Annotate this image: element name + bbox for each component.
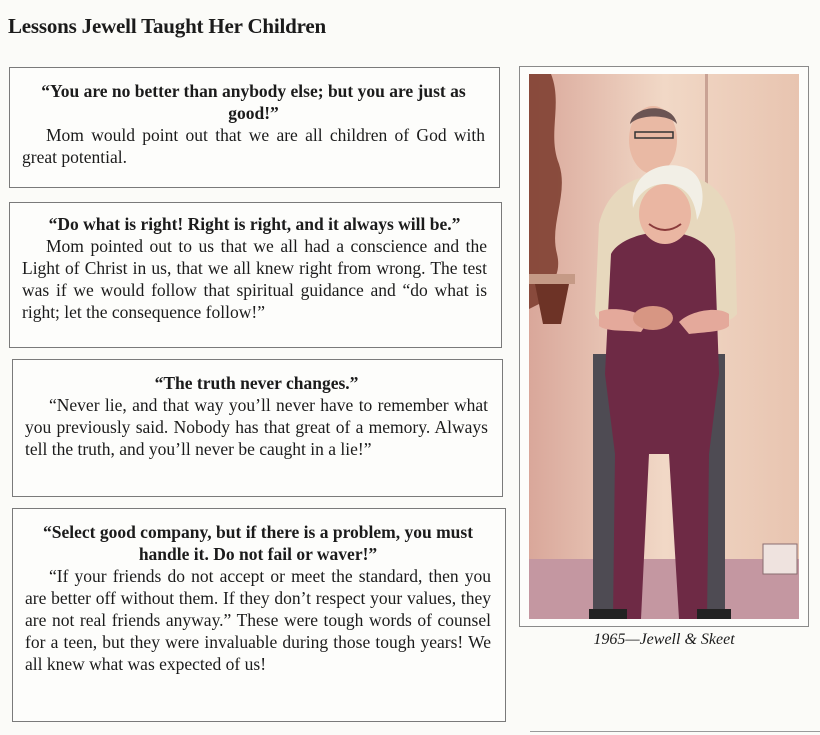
lesson-body-2: Mom pointed out to us that we all had a conscience and the Light of Christ in us, that we all knew right from wrong. The test was if we would follow that spiritual guidance and “do what is right; let the consequence follow!”	[22, 236, 487, 322]
photo-caption: 1965—Jewell & Skeet	[593, 631, 735, 648]
lesson-box-2	[9, 202, 502, 348]
lesson-heading-2: “Do what is right! Right is right, and it always will be.”	[48, 214, 461, 234]
lesson-box-1	[9, 67, 500, 188]
man-shoe-left	[589, 609, 627, 619]
page-title: Lessons Jewell Taught Her Children	[8, 14, 326, 38]
couple-photo	[529, 74, 799, 619]
lesson-body-1: Mom would point out that we are all children of God with great potential.	[22, 125, 485, 167]
man-hands	[633, 306, 673, 330]
lesson-body-4: “If your friends do not accept or meet the standard, then you are better off without them. If they don’t respect your values, they are not real friends anyway.” These were tough words of counsel for a teen, but they were invaluable during those tough years! We all knew what was expected of us!	[25, 566, 491, 674]
lesson-heading-1: “You are no better than anybody else; but you are just as good!”	[41, 81, 466, 123]
photo-floor	[529, 559, 799, 619]
floor-box	[763, 544, 797, 574]
lesson-box-4	[12, 508, 506, 722]
lesson-body-3: “Never lie, and that way you’ll never have to remember what you previously said. Nobody has that great of a memory. Always tell the truth, and you’ll never be caught in a lie!”	[25, 395, 488, 459]
woman-head	[639, 184, 691, 244]
side-table	[529, 274, 575, 284]
lesson-heading-3: “The truth never changes.”	[154, 373, 359, 393]
photo-frame	[519, 66, 809, 627]
man-shoe-right	[697, 609, 731, 619]
lesson-box-3	[12, 359, 503, 497]
lesson-heading-4: “Select good company, but if there is a problem, you must handle it. Do not fail or waver!”	[42, 522, 474, 564]
bottom-divider	[530, 731, 820, 732]
